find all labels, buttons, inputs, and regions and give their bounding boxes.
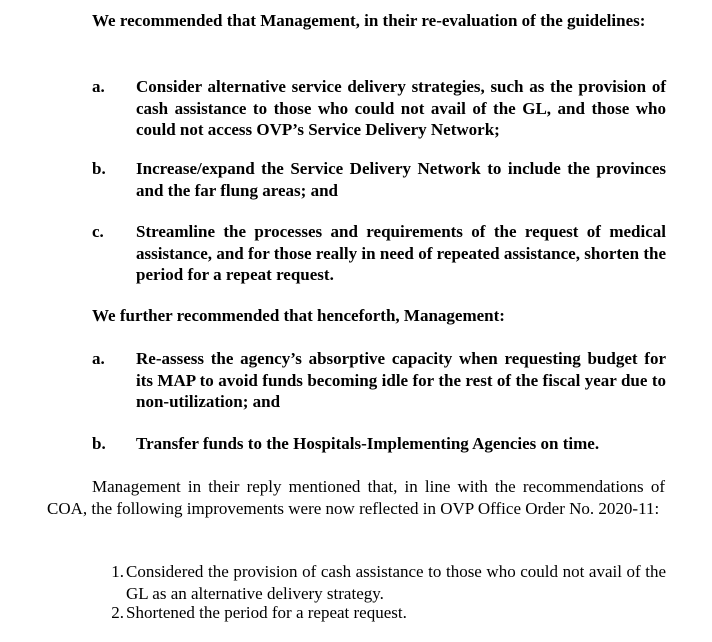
- list-marker: c.: [92, 222, 104, 241]
- improvement-item-1: [102, 561, 666, 605]
- list-item-text: Shortened the period for a repeat request.: [126, 603, 407, 622]
- list-item-text: Increase/expand the Service Delivery Network to include the provinces and the far flung areas; and: [136, 159, 666, 200]
- management-reply-paragraph: Management in their reply mentioned that, in line with the recommendations of COA, the following improvements were now reflected in OVP Office Order No. 2020-11:: [47, 477, 665, 518]
- further-recommendation-intro: We further recommended that henceforth, Management:: [92, 306, 505, 325]
- list-marker: a.: [92, 349, 105, 368]
- improvement-item-2: [102, 602, 666, 624]
- recommendation-item-a: [92, 76, 666, 142]
- list-marker: a.: [92, 77, 105, 96]
- list-item-text: Streamline the processes and requirements of the request of medical assistance, and for those really in need of repeated assistance, shorten the period for a repeat request.: [136, 222, 666, 284]
- list-marker: b.: [92, 434, 106, 453]
- recommendation-intro: We recommended that Management, in their re-evaluation of the guidelines:: [92, 11, 646, 30]
- list-item-text: Re-assess the agency’s absorptive capacity when requesting budget for its MAP to avoid funds becoming idle for the rest of the fiscal year due to non-utilization; and: [136, 349, 666, 411]
- list-marker: b.: [92, 159, 106, 178]
- list-item-text: Consider alternative service delivery strategies, such as the provision of cash assistance to those who could not avail of the GL, and those who could not access OVP’s Service Delivery Network;: [136, 77, 666, 139]
- list-marker: 2.: [111, 603, 124, 622]
- list-item-text: Transfer funds to the Hospitals-Implementing Agencies on time.: [136, 434, 600, 453]
- further-recommendation-item-a: [92, 348, 666, 414]
- list-marker: 1.: [111, 562, 124, 581]
- further-recommendation-item-b: [92, 433, 666, 455]
- list-item-text: Considered the provision of cash assistance to those who could not avail of the GL as an alternative delivery strategy.: [126, 562, 666, 603]
- recommendation-item-b: [92, 158, 666, 202]
- recommendation-item-c: [92, 221, 666, 287]
